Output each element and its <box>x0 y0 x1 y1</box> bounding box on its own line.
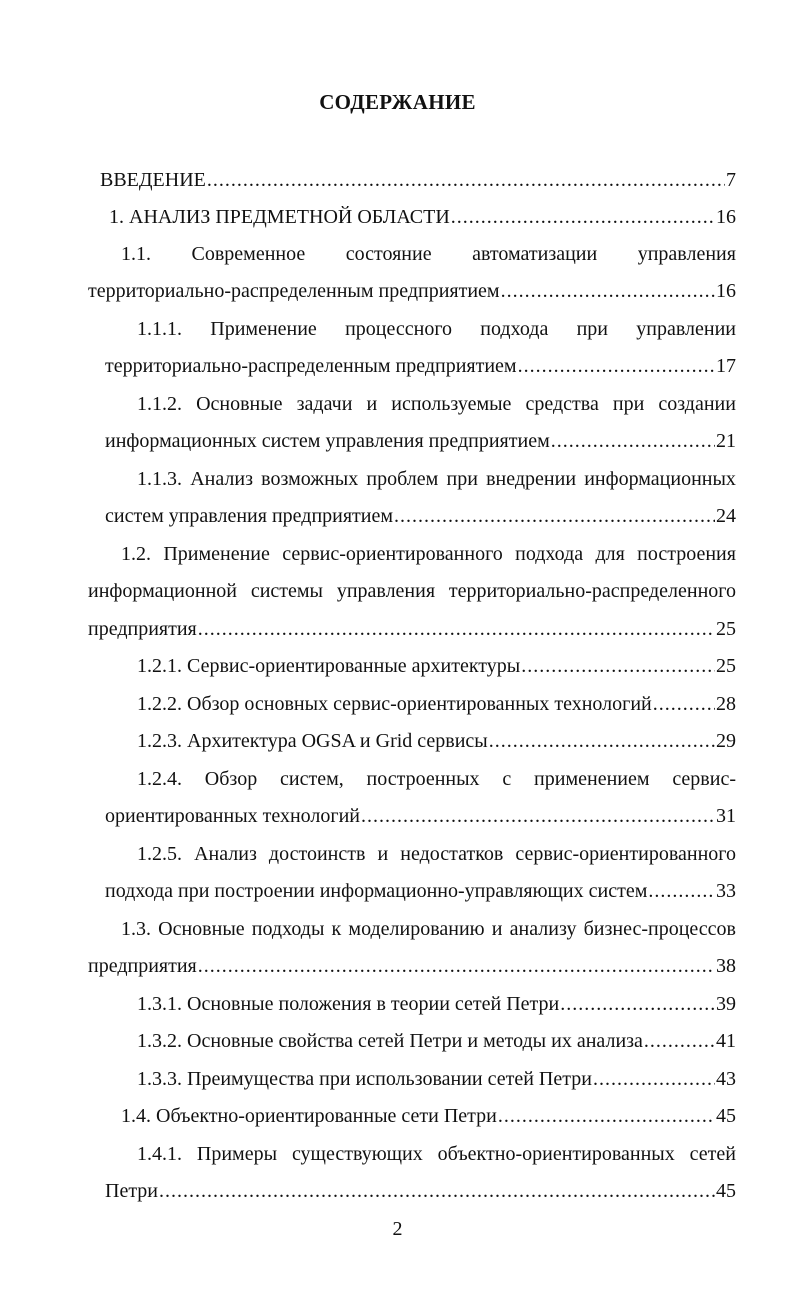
toc-word: 1.1.2. <box>137 393 182 415</box>
toc-word: сервис- <box>672 768 736 790</box>
toc-entry-1-4[interactable] <box>121 1103 736 1129</box>
toc-word: 1.3. <box>121 918 151 940</box>
toc-entry-1-4-1-first-line[interactable] <box>137 1141 736 1167</box>
toc-entry-1-1-2-first-line[interactable] <box>137 391 736 417</box>
toc-entry-1-1-first-line[interactable] <box>121 241 736 267</box>
toc-word: построенных <box>366 768 480 790</box>
toc-entry-title: Петри <box>105 1180 159 1202</box>
toc-word: 1.1.1. <box>137 318 182 340</box>
toc-entry-1-3-2[interactable] <box>137 1028 736 1054</box>
toc-word: возможных <box>261 468 359 490</box>
toc-entry-1-2-5-first-line[interactable] <box>137 841 736 867</box>
toc-page-number: 41 <box>716 1030 736 1052</box>
dot-leader <box>644 1028 715 1054</box>
toc-entry-title: подхода при построении информационно-управляющих систем <box>105 880 648 902</box>
toc-entry-title: 1.2.2. Обзор основных сервис-ориентированных технологий <box>137 693 652 715</box>
toc-word: подхода <box>515 543 584 565</box>
dot-leader <box>451 204 715 230</box>
toc-word: информационных <box>584 468 736 490</box>
toc-word: к <box>331 918 342 940</box>
toc-entry-title: 1.3.2. Основные свойства сетей Петри и методы их анализа <box>137 1030 643 1052</box>
toc-word: системы <box>250 580 323 602</box>
toc-word: информационной <box>88 580 237 602</box>
toc-word: средства <box>525 393 599 415</box>
toc-word: при <box>612 393 645 415</box>
toc-entry-title: информационных систем управления предприятием <box>105 430 550 452</box>
toc-entry-1-2-1[interactable] <box>137 653 736 679</box>
toc-word: анализу <box>509 918 577 940</box>
dot-leader <box>198 953 715 979</box>
toc-word: и <box>366 393 378 415</box>
toc-word: построения <box>637 543 736 565</box>
toc-word: применением <box>534 768 650 790</box>
toc-word: для <box>595 543 625 565</box>
toc-entry-chapter-1[interactable] <box>109 204 736 230</box>
toc-page-number: 16 <box>716 280 736 302</box>
toc-page-number: 25 <box>716 618 736 640</box>
toc-entry-introduction[interactable] <box>100 167 736 193</box>
toc-word: систем, <box>280 768 344 790</box>
toc-page-number: 28 <box>716 693 736 715</box>
toc-page-number: 25 <box>716 655 736 677</box>
toc-page-number: 43 <box>716 1068 736 1090</box>
toc-word: подходы <box>251 918 325 940</box>
toc-entry-1-1-1-last-line[interactable] <box>105 353 736 379</box>
toc-word: Анализ <box>190 468 253 490</box>
toc-word: управления <box>336 580 436 602</box>
toc-word: 1.1. <box>121 243 151 265</box>
toc-word: процессного <box>345 318 453 340</box>
toc-page-number: 45 <box>716 1180 736 1202</box>
dot-leader <box>207 167 725 193</box>
toc-entry-1-1-last-line[interactable] <box>88 278 736 304</box>
toc-word: Основные <box>158 918 245 940</box>
toc-word: объектно-ориентированных <box>437 1143 675 1165</box>
dot-leader <box>501 278 715 304</box>
toc-entry-1-2-second-line[interactable] <box>88 578 736 604</box>
toc-page-number: 39 <box>716 993 736 1015</box>
toc-page-number: 16 <box>716 206 736 228</box>
toc-page-number: 33 <box>716 880 736 902</box>
toc-word: подхода <box>480 318 549 340</box>
toc-word: существующих <box>291 1143 423 1165</box>
dot-leader <box>593 1066 715 1092</box>
toc-word: территориально-распределенного <box>448 580 736 602</box>
toc-word: достоинств <box>268 843 366 865</box>
toc-word: проблем <box>366 468 439 490</box>
toc-page-number: 17 <box>716 355 736 377</box>
dot-leader <box>159 1178 715 1204</box>
toc-page-number: 21 <box>716 430 736 452</box>
toc-page-number: 24 <box>716 505 736 527</box>
toc-word: управлении <box>636 318 736 340</box>
toc-entry-title: 1.4. Объектно-ориентированные сети Петри <box>121 1105 497 1127</box>
toc-entry-1-3-1[interactable] <box>137 991 736 1017</box>
toc-entry-1-2-4-last-line[interactable] <box>105 803 736 829</box>
toc-word: 1.4.1. <box>137 1143 182 1165</box>
toc-entry-title: 1.3.3. Преимущества при использовании сетей Петри <box>137 1068 592 1090</box>
toc-word: 1.2. <box>121 543 151 565</box>
toc-entry-1-1-2-last-line[interactable] <box>105 428 736 454</box>
toc-entry-title: 1. АНАЛИЗ ПРЕДМЕТНОЙ ОБЛАСТИ <box>109 206 450 228</box>
dot-leader <box>361 803 715 829</box>
toc-word: управления <box>637 243 736 265</box>
toc-word: недостатков <box>400 843 504 865</box>
toc-word: и <box>377 843 389 865</box>
toc-entry-title: территориально-распределенным предприятием <box>105 355 517 377</box>
toc-word: бизнес-процессов <box>583 918 736 940</box>
toc-entry-1-1-3-first-line[interactable] <box>137 466 736 492</box>
toc-word: Применение <box>210 318 317 340</box>
toc-entry-1-2-3[interactable] <box>137 728 736 754</box>
toc-word: задачи <box>296 393 353 415</box>
dot-leader <box>551 428 715 454</box>
toc-entry-title: 1.2.3. Архитектура OGSA и Grid сервисы <box>137 730 488 752</box>
toc-word: автоматизации <box>472 243 598 265</box>
toc-word: Основные <box>196 393 283 415</box>
dot-leader <box>498 1103 715 1129</box>
toc-word: при <box>446 468 478 490</box>
toc-word: Применение <box>163 543 270 565</box>
toc-entry-1-2-5-last-line[interactable] <box>105 878 736 904</box>
toc-entry-title: территориально-распределенным предприятием <box>88 280 500 302</box>
toc-word: создании <box>658 393 736 415</box>
toc-entry-1-2-last-line[interactable] <box>88 616 736 642</box>
dot-leader <box>560 991 715 1017</box>
toc-word: сервис-ориентированного <box>515 843 736 865</box>
toc-word: сервис-ориентированного <box>282 543 503 565</box>
page-number: 2 <box>392 1218 403 1240</box>
toc-entry-1-3-last-line[interactable] <box>88 953 736 979</box>
toc-word: Анализ <box>194 843 257 865</box>
toc-page-number: 7 <box>726 169 736 191</box>
toc-page-number: 38 <box>716 955 736 977</box>
toc-word: 1.1.3. <box>137 468 182 490</box>
toc-word: 1.2.5. <box>137 843 182 865</box>
toc-entry-1-1-1-first-line[interactable] <box>137 316 736 342</box>
dot-leader <box>518 353 715 379</box>
dot-leader <box>653 691 715 717</box>
toc-entry-1-2-2[interactable] <box>137 691 736 717</box>
dot-leader <box>521 653 715 679</box>
toc-word: внедрении <box>486 468 577 490</box>
toc-entry-title: ориентированных технологий <box>105 805 361 827</box>
toc-page-number: 29 <box>716 730 736 752</box>
toc-word: с <box>502 768 512 790</box>
toc-page-number: 31 <box>716 805 736 827</box>
toc-word: состояние <box>345 243 432 265</box>
toc-word: Примеры <box>196 1143 278 1165</box>
dot-leader <box>489 728 715 754</box>
toc-word: моделированию <box>348 918 485 940</box>
toc-entry-title: ВВЕДЕНИЕ <box>100 169 206 191</box>
toc-word: сетей <box>689 1143 736 1165</box>
page-title: СОДЕРЖАНИЕ <box>319 90 476 114</box>
toc-entry-1-2-first-line[interactable] <box>121 541 736 567</box>
toc-entry-title: предприятия <box>88 955 197 977</box>
toc-word: Обзор <box>204 768 258 790</box>
toc-entry-title: 1.3.1. Основные положения в теории сетей Петри <box>137 993 560 1015</box>
toc-word: используемые <box>391 393 512 415</box>
toc-entry-1-2-4-first-line[interactable] <box>137 766 736 792</box>
toc-entry-1-4-1-last-line[interactable] <box>105 1178 736 1204</box>
toc-word: при <box>576 318 608 340</box>
dot-leader <box>648 878 715 904</box>
toc-entry-1-3-first-line[interactable] <box>121 916 736 942</box>
toc-page-number: 45 <box>716 1105 736 1127</box>
toc-entry-1-3-3[interactable] <box>137 1066 736 1092</box>
toc-word: 1.2.4. <box>137 768 182 790</box>
toc-entry-1-1-3-last-line[interactable] <box>105 503 736 529</box>
toc-word: и <box>491 918 503 940</box>
toc-entry-title: 1.2.1. Сервис-ориентированные архитектуры <box>137 655 521 677</box>
toc-entry-title: систем управления предприятием <box>105 505 394 527</box>
dot-leader <box>394 503 715 529</box>
toc-entry-title: предприятия <box>88 618 197 640</box>
dot-leader <box>198 616 715 642</box>
toc-word: Современное <box>191 243 306 265</box>
